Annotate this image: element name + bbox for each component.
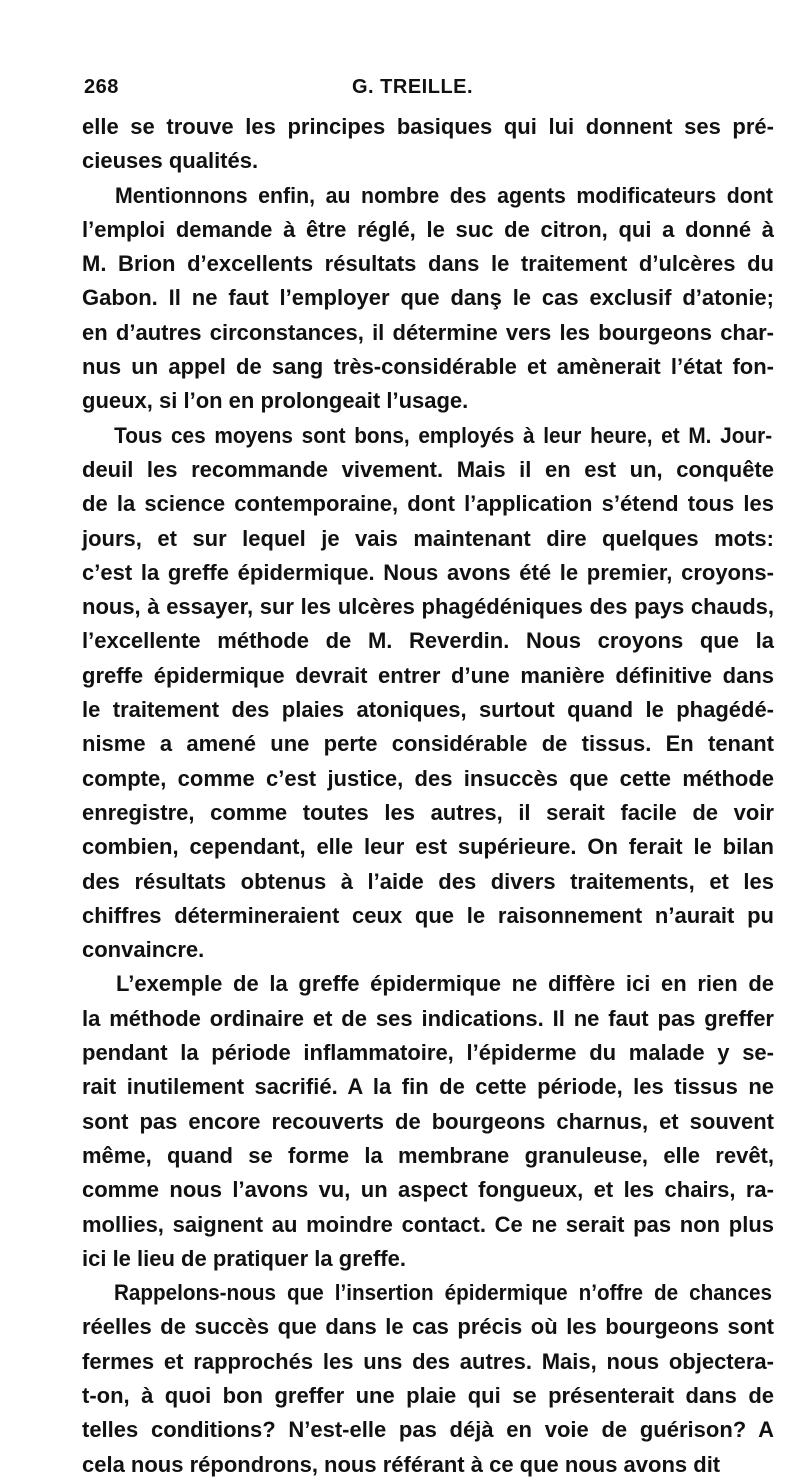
paragraph (82, 179, 774, 419)
text-line: Tous ces moyens sont bons, employés à leur heure, et M. Jour- (114, 422, 773, 448)
text-line: l’emploi demande à être réglé, le suc de citron, qui a donné à (82, 216, 774, 242)
text-line: cela nous répondrons, nous référant à ce que nous avons dit (82, 1451, 721, 1477)
text-line: chiffres détermineraient ceux que le raisonnement n’aurait pu (82, 902, 774, 928)
text-line: mollies, saignent au moindre contact. Ce ne serait pas non plus (82, 1211, 774, 1237)
text-line: M. Brion d’excellents résultats dans le traitement d’ulcères du (82, 251, 774, 277)
text-line: enregistre, comme toutes les autres, il serait facile de voir (82, 799, 774, 825)
body-text (82, 110, 774, 1482)
text-line: nous, à essayer, sur les ulcères phagédéniques des pays chauds, (82, 594, 774, 620)
text-line: greffe épidermique devrait entrer d’une manière définitive dans (82, 662, 774, 688)
paragraph (82, 1276, 774, 1482)
text-line: combien, cependant, elle leur est supérieure. On ferait le bilan (82, 834, 774, 860)
page-header (82, 70, 774, 110)
text-line: nus un appel de sang très-considérable et amènerait l’état fon- (82, 354, 774, 380)
text-line: L’exemple de la greffe épidermique ne diffère ici en rien de (116, 971, 774, 997)
text-line: convaincre. (82, 937, 205, 963)
text-line: en d’autres circonstances, il détermine vers les bourgeons char- (82, 319, 774, 345)
text-line: c’est la greffe épidermique. Nous avons été le premier, croyons- (82, 559, 774, 585)
text-line: deuil les recommande vivement. Mais il en est un, conquête (82, 456, 774, 482)
text-line: ici le lieu de pratiquer la greffe. (82, 1245, 406, 1271)
paragraph (82, 419, 774, 968)
text-line: cieuses qualités. (82, 148, 259, 174)
text-line: l’excellente méthode de M. Reverdin. Nous croyons que la (82, 628, 774, 654)
text-line: jours, et sur lequel je vais maintenant dire quelques mots: (82, 525, 774, 551)
paragraph (82, 110, 774, 179)
text-line: rait inutilement sacrifié. A la fin de cette période, les tissus ne (82, 1074, 774, 1100)
running-head: G. TREILLE. (352, 76, 474, 98)
text-line: comme nous l’avons vu, un aspect fongueux, et les chairs, ra- (82, 1177, 774, 1203)
text-line: même, quand se forme la membrane granuleuse, elle revêt, (82, 1142, 774, 1168)
text-line: compte, comme c’est justice, des insuccès que cette méthode (82, 765, 774, 791)
text-line: de la science contemporaine, dont l’application s’étend tous les (82, 491, 774, 517)
text-line: t-on, à quoi bon greffer une plaie qui se présenterait dans de (82, 1382, 774, 1408)
text-line: telles conditions? N’est-elle pas déjà en voie de guérison? A (82, 1417, 774, 1443)
text-line: le traitement des plaies atoniques, surtout quand le phagédé- (82, 697, 774, 723)
text-line: sont pas encore recouverts de bourgeons charnus, et souvent (82, 1108, 774, 1134)
text-line: gueux, si l’on en prolongeait l’usage. (82, 388, 469, 414)
text-line: réelles de succès que dans le cas précis où les bourgeons sont (82, 1314, 774, 1340)
paragraph (82, 967, 774, 1276)
text-line: fermes et rapprochés les uns des autres. Mais, nous objectera- (82, 1348, 774, 1374)
text-line: la méthode ordinaire et de ses indications. Il ne faut pas greffer (82, 1005, 774, 1031)
text-line: pendant la période inflammatoire, l’épiderme du malade y se- (82, 1040, 774, 1066)
text-line: nisme a amené une perte considérable de tissus. En tenant (82, 731, 774, 757)
text-line: Gabon. Il ne faut l’employer que danş le cas exclusif d’atonie; (82, 285, 774, 311)
book-page (82, 70, 774, 1482)
text-line: des résultats obtenus à l’aide des divers traitements, et les (82, 868, 774, 894)
text-line: elle se trouve les principes basiques qui lui donnent ses pré- (82, 114, 774, 139)
text-line: Mentionnons enfin, au nombre des agents modificateurs dont (114, 182, 773, 208)
text-line: Rappelons-nous que l’insertion épidermique n’offre de chances (113, 1280, 772, 1306)
page-number: 268 (84, 76, 119, 98)
